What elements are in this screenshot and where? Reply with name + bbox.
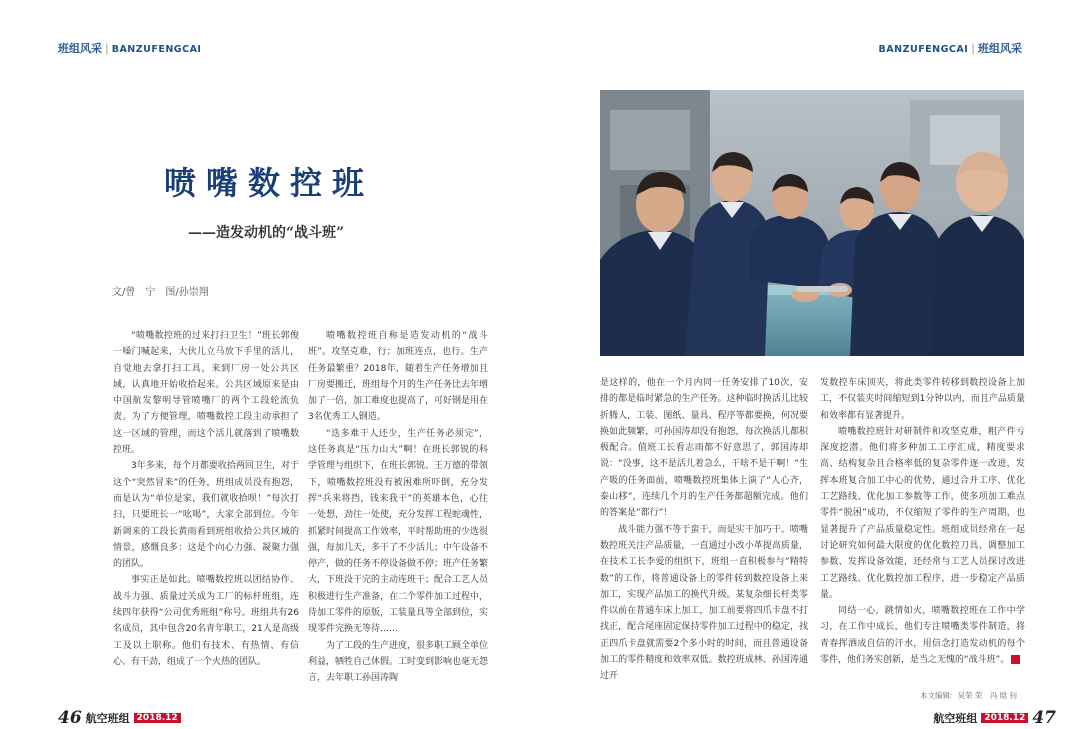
header-section-name: 班组风采 [978,42,1022,55]
right-page-header [879,40,1022,56]
header-section-pinyin: BANZUFENGCAI [878,44,969,55]
header-separator: | [971,42,975,55]
paragraph: 喷嘴数控班针对研制件和攻坚克难，粗产件亏深度挖潜。他们将多种加工工序汇成，精度要求高、结构复杂且合格率低的复杂零件逐一改进，发挥本班复合加工中心的优势，通过合并工序、优化工艺路线、优化加工参数等工作，使多项加工难点零件“脱困”成功，不仅缩短了零件的生产周期，也显著提升了产品质量稳定性。班组成员经常在一起讨论研究如何最大限度的优化数控刀具、调整加工参数、发挥设备效能，还经常与工艺人员探讨改进工艺路线、优化数控加工程序，进一步稳定产品质量。 [820,426,1025,600]
left-page-footer [58,708,181,728]
paragraph: “喷嘴数控班的过来打扫卫生！”班长郭俊一嗓门喊起来，大伙儿立马放下手里的活儿，自觉地去拿打扫工具，来到厂房一处公共区域，认真地开始收拾起来。公共区域原来是由中国航发黎明导管喷嘴厂的两个工段轮流负责。为了方便管理，喷嘴数控工段主动承担了这一区域的管理，而这个活儿就落到了喷嘴数控班。 [113,331,299,456]
magazine-name: 航空班组 [85,712,130,725]
workers-inspecting-part-photo [600,90,1024,356]
header-section-pinyin: BANZUFENGCAI [111,44,202,55]
paragraph: “迭多难干人还少，生产任务必须完”，这任务真是“压力山大”啊！在班长郭锐的科学管理与组织下，在班长郭锐、王万德的带领下，喷嘴数控班没有被困难所吓倒，充分发挥“兵来将挡，钱来我干”的英雄本色，心往一处想，劲往一处使，充分发挥工程蛇魂性，抓紧时间提高工作效率，平时帮助班的少选很强，每加几天，多干了不少活儿；中午设备不停产，做的任务不停设备做不停；班产任务繁大，下班没干完的主动连班干；配合工艺人员积极进行生产准备，在二个零件加工过程中，待加工零件的原版，工装量具等全部到位，实现零件完换无等待…… [308,428,488,635]
text-column-4 [820,375,1025,685]
article-subtitle: ——造发动机的“战斗班” [188,225,345,241]
paragraph: 发数控车床顶夹，将此类零件转移到数控设备上加工，不仅装夹时间缩短到1分钟以内，而且产品质量和效率都有显著提升。 [820,378,1025,421]
magazine-name: 航空班组 [933,712,978,725]
paragraph: 事实正是如此。喷嘴数控班以团结协作、战斗力强、质量过关成为工厂的标杆班组，连续四年获得“公司优秀班组”称号。班组共有26名成员，其中包含20名青年职工，21人是高级工及以上职称。他们有技术、有热情、有信心、有干劲，组成了一个火热的团队。 [113,575,299,667]
text-column-3 [600,375,808,703]
editor-credit: 本文编辑：吴荣 荣 冯 晗 钊 [920,691,1018,700]
paragraph: 战斗能力强不等于蛮干，而是实干加巧干。喷嘴数控班关注产品质量，一直通过小改小革提高质量，在技术工长李爱的组织下，班组一直积极参与“精特数”的工作，将普通设备上的零件转到数控设备上来加工，实现产品加工的换代升级。某复杂细长杆类零件以前在普通车床上加工，加工前要将四爪卡盘不打找正，配合尾座固定保持零件加工过程中的稳定，找正四爪卡盘就需要2个多小时的时间，而且普通设备加工的零件精度和效率双低。数控班成林、孙国涛通过开 [600,524,808,682]
left-page-header [58,40,201,56]
end-of-article-mark-icon [1011,655,1020,664]
header-separator: | [105,42,109,55]
header-section-name: 班组风采 [58,42,102,55]
page-number: 47 [1032,708,1056,728]
text-column-1 [113,328,299,700]
paragraph: 为了工段的生产进度，很多职工顾全单位利益，牺牲自己休假。工时变到影响也毫无怨言，去年职工孙国涛陶 [308,640,488,684]
paragraph: 喷嘴数控班自称是造发动机的“战斗班”。攻坚克难，行；加班连点，也行。生产任务最繁重？2018年，随着生产任务增加且厂房要搬迁，班组每个月的生产任务比去年增加了一倍，加工难度也提高了，可好钢是用在3名优秀工人钢造。 [308,331,488,423]
paragraph: 3年多来，每个月都要收拾两回卫生，对于这个“突然冒来”的任务，班组成员没有抱怨，而是认为“单位是家，我们就收拾呗！”每次打扫，只要班长一“吆喝”，大家全部到位。今年新调来的工段长黄雨看到班组收拾公共区域的情景，感慨良多：这是个向心力强、凝聚力强的团队。 [113,461,299,570]
paragraph [820,603,1025,668]
text-column-2 [308,328,488,700]
article-byline: 文/曾 宁 图/孙崇翔 [112,287,209,298]
issue-badge: 2018.12 [981,713,1028,723]
paragraph: 是这样的，他在一个月内同一任务安排了10次，安排的都是临时紧急的生产任务。这种临时换活儿比较折腾人，工装、图纸、量具、程序等都要换，何况要换如此频繁，可孙国涛却没有抱怨，每次换活儿都积极配合。值班工长看志雨都不好意思了，郭国涛却说：“没事，这不是活儿着急么，干啥不是干啊！”生产吸的任务面前，喷嘴数控班集体上演了“人心齐，泰山移”，连续几个月的生产任务都超额完成。他们的答案是“都行”！ [600,378,808,519]
page-number: 46 [58,708,82,728]
article-title: 喷嘴数控班 [164,164,375,202]
right-page-footer [933,708,1056,728]
closing-paragraph-text: 同结一心，跳情如火，喷嘴数控班在工作中学习，在工作中成长，他们专注喷嘴类零件制造，将青春挥洒成自信的汗水，用信念打造发动机的每个零件，他们务实创新，是当之无愧的“战斗班”。 [820,606,1025,666]
issue-badge: 2018.12 [134,713,181,723]
